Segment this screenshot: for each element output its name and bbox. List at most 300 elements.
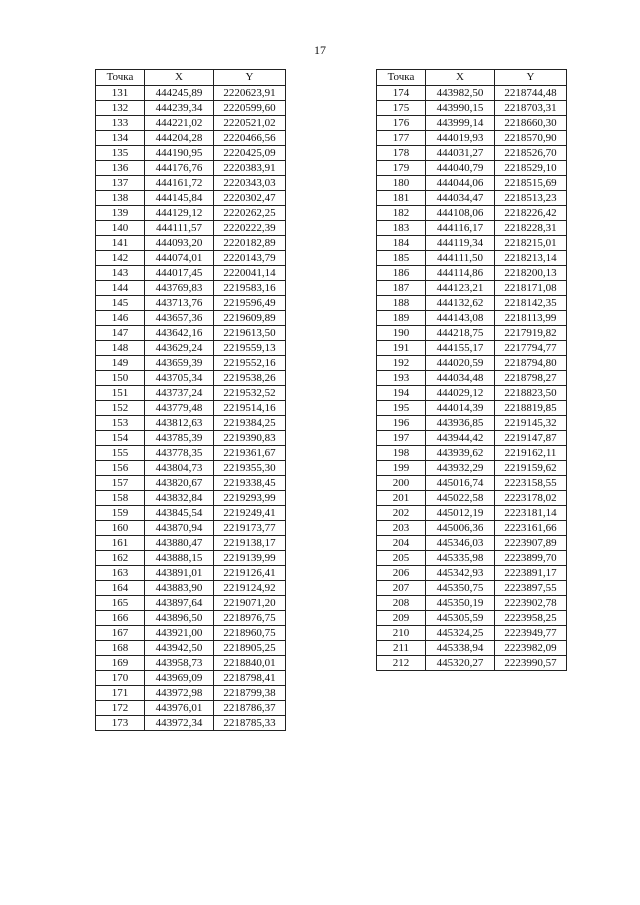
cell-x: 443891,01 xyxy=(145,566,214,581)
cell-point: 154 xyxy=(96,431,145,446)
cell-y: 2219338,45 xyxy=(214,476,286,491)
table-row xyxy=(96,251,286,266)
cell-point: 206 xyxy=(377,566,426,581)
cell-point: 179 xyxy=(377,161,426,176)
cell-x: 444119,34 xyxy=(426,236,495,251)
table-row xyxy=(96,341,286,356)
cell-x: 444111,57 xyxy=(145,221,214,236)
table-row xyxy=(96,326,286,341)
cell-x: 445342,93 xyxy=(426,566,495,581)
cell-x: 443870,94 xyxy=(145,521,214,536)
cell-point: 152 xyxy=(96,401,145,416)
cell-x: 443897,64 xyxy=(145,596,214,611)
cell-point: 180 xyxy=(377,176,426,191)
cell-y: 2218142,35 xyxy=(495,296,567,311)
table-row xyxy=(377,146,567,161)
cell-y: 2223161,66 xyxy=(495,521,567,536)
cell-point: 160 xyxy=(96,521,145,536)
cell-y: 2218228,31 xyxy=(495,221,567,236)
cell-x: 445012,19 xyxy=(426,506,495,521)
cell-point: 149 xyxy=(96,356,145,371)
cell-point: 183 xyxy=(377,221,426,236)
table-row xyxy=(96,626,286,641)
cell-point: 198 xyxy=(377,446,426,461)
cell-x: 443921,00 xyxy=(145,626,214,641)
cell-point: 202 xyxy=(377,506,426,521)
cell-point: 138 xyxy=(96,191,145,206)
cell-point: 151 xyxy=(96,386,145,401)
cell-x: 444111,50 xyxy=(426,251,495,266)
header-x: X xyxy=(145,70,214,86)
cell-x: 445016,74 xyxy=(426,476,495,491)
cell-point: 192 xyxy=(377,356,426,371)
cell-y: 2219124,92 xyxy=(214,581,286,596)
cell-x: 444044,06 xyxy=(426,176,495,191)
cell-y: 2218905,25 xyxy=(214,641,286,656)
table-row xyxy=(96,431,286,446)
cell-y: 2220343,03 xyxy=(214,176,286,191)
table-row xyxy=(377,311,567,326)
table-header-row xyxy=(96,70,286,86)
table-row xyxy=(377,416,567,431)
cell-y: 2219609,89 xyxy=(214,311,286,326)
cell-point: 190 xyxy=(377,326,426,341)
cell-point: 144 xyxy=(96,281,145,296)
cell-y: 2220623,91 xyxy=(214,86,286,101)
coordinates-table-right xyxy=(376,69,567,671)
cell-x: 443896,50 xyxy=(145,611,214,626)
cell-y: 2218226,42 xyxy=(495,206,567,221)
cell-y: 2220521,02 xyxy=(214,116,286,131)
table-row xyxy=(96,716,286,731)
table-row xyxy=(377,581,567,596)
table-row xyxy=(96,176,286,191)
cell-y: 2219173,77 xyxy=(214,521,286,536)
cell-x: 444161,72 xyxy=(145,176,214,191)
cell-y: 2219552,16 xyxy=(214,356,286,371)
table-row xyxy=(96,671,286,686)
cell-point: 176 xyxy=(377,116,426,131)
cell-point: 184 xyxy=(377,236,426,251)
cell-point: 162 xyxy=(96,551,145,566)
cell-x: 443705,34 xyxy=(145,371,214,386)
cell-x: 444145,84 xyxy=(145,191,214,206)
cell-point: 173 xyxy=(96,716,145,731)
cell-y: 2218799,38 xyxy=(214,686,286,701)
cell-point: 196 xyxy=(377,416,426,431)
table-row xyxy=(377,131,567,146)
cell-y: 2218819,85 xyxy=(495,401,567,416)
table-row xyxy=(96,221,286,236)
table-row xyxy=(377,536,567,551)
cell-point: 139 xyxy=(96,206,145,221)
cell-x: 444020,59 xyxy=(426,356,495,371)
cell-x: 444221,02 xyxy=(145,116,214,131)
cell-x: 444031,27 xyxy=(426,146,495,161)
table-row xyxy=(377,431,567,446)
cell-y: 2223949,77 xyxy=(495,626,567,641)
cell-point: 147 xyxy=(96,326,145,341)
cell-x: 443769,83 xyxy=(145,281,214,296)
cell-y: 2219559,13 xyxy=(214,341,286,356)
cell-point: 134 xyxy=(96,131,145,146)
table-row xyxy=(377,86,567,101)
table-row xyxy=(377,596,567,611)
table-row xyxy=(96,581,286,596)
cell-x: 444123,21 xyxy=(426,281,495,296)
cell-x: 443737,24 xyxy=(145,386,214,401)
cell-x: 444017,45 xyxy=(145,266,214,281)
cell-x: 443713,76 xyxy=(145,296,214,311)
cell-point: 174 xyxy=(377,86,426,101)
table-row xyxy=(377,461,567,476)
cell-x: 444190,95 xyxy=(145,146,214,161)
cell-x: 444129,12 xyxy=(145,206,214,221)
cell-x: 443958,73 xyxy=(145,656,214,671)
cell-point: 148 xyxy=(96,341,145,356)
table-row xyxy=(96,491,286,506)
cell-y: 2219583,16 xyxy=(214,281,286,296)
table-row xyxy=(377,356,567,371)
header-y: Y xyxy=(495,70,567,86)
cell-x: 445346,03 xyxy=(426,536,495,551)
cell-point: 177 xyxy=(377,131,426,146)
table-row xyxy=(96,281,286,296)
cell-point: 155 xyxy=(96,446,145,461)
cell-x: 444074,01 xyxy=(145,251,214,266)
cell-point: 210 xyxy=(377,626,426,641)
table-row xyxy=(377,296,567,311)
table-row xyxy=(96,101,286,116)
table-row xyxy=(377,101,567,116)
cell-x: 444176,76 xyxy=(145,161,214,176)
cell-point: 168 xyxy=(96,641,145,656)
cell-point: 156 xyxy=(96,461,145,476)
table-row xyxy=(377,566,567,581)
cell-point: 178 xyxy=(377,146,426,161)
cell-y: 2218798,27 xyxy=(495,371,567,386)
table-row xyxy=(96,401,286,416)
cell-x: 444019,93 xyxy=(426,131,495,146)
cell-x: 443778,35 xyxy=(145,446,214,461)
cell-x: 444093,20 xyxy=(145,236,214,251)
cell-y: 2218786,37 xyxy=(214,701,286,716)
cell-y: 2220425,09 xyxy=(214,146,286,161)
cell-y: 2219249,41 xyxy=(214,506,286,521)
cell-y: 2220222,39 xyxy=(214,221,286,236)
cell-point: 140 xyxy=(96,221,145,236)
cell-y: 2223158,55 xyxy=(495,476,567,491)
cell-x: 443944,42 xyxy=(426,431,495,446)
cell-x: 443659,39 xyxy=(145,356,214,371)
cell-x: 443972,34 xyxy=(145,716,214,731)
cell-y: 2220182,89 xyxy=(214,236,286,251)
cell-x: 444034,48 xyxy=(426,371,495,386)
cell-y: 2218798,41 xyxy=(214,671,286,686)
cell-point: 205 xyxy=(377,551,426,566)
cell-point: 131 xyxy=(96,86,145,101)
cell-y: 2219138,17 xyxy=(214,536,286,551)
cell-point: 171 xyxy=(96,686,145,701)
cell-y: 2219384,25 xyxy=(214,416,286,431)
cell-x: 445305,59 xyxy=(426,611,495,626)
cell-y: 2223982,09 xyxy=(495,641,567,656)
cell-x: 443642,16 xyxy=(145,326,214,341)
cell-x: 444143,08 xyxy=(426,311,495,326)
table-row xyxy=(96,371,286,386)
cell-x: 445324,25 xyxy=(426,626,495,641)
table-row xyxy=(377,176,567,191)
table-row xyxy=(96,701,286,716)
cell-y: 2219139,99 xyxy=(214,551,286,566)
cell-x: 445350,19 xyxy=(426,596,495,611)
cell-x: 443972,98 xyxy=(145,686,214,701)
cell-point: 199 xyxy=(377,461,426,476)
cell-point: 191 xyxy=(377,341,426,356)
cell-y: 2217794,77 xyxy=(495,341,567,356)
table-row xyxy=(377,236,567,251)
table-row xyxy=(377,326,567,341)
cell-x: 444014,39 xyxy=(426,401,495,416)
cell-x: 444132,62 xyxy=(426,296,495,311)
cell-y: 2220466,56 xyxy=(214,131,286,146)
cell-y: 2218660,30 xyxy=(495,116,567,131)
table-row xyxy=(96,461,286,476)
cell-y: 2219596,49 xyxy=(214,296,286,311)
cell-x: 443845,54 xyxy=(145,506,214,521)
cell-x: 443936,85 xyxy=(426,416,495,431)
table-row xyxy=(96,611,286,626)
cell-y: 2223899,70 xyxy=(495,551,567,566)
cell-y: 2223958,25 xyxy=(495,611,567,626)
cell-point: 185 xyxy=(377,251,426,266)
cell-y: 2223891,17 xyxy=(495,566,567,581)
cell-point: 203 xyxy=(377,521,426,536)
table-row xyxy=(377,491,567,506)
cell-x: 444239,34 xyxy=(145,101,214,116)
cell-y: 2219613,50 xyxy=(214,326,286,341)
cell-y: 2218976,75 xyxy=(214,611,286,626)
cell-y: 2223990,57 xyxy=(495,656,567,671)
cell-point: 136 xyxy=(96,161,145,176)
cell-y: 2219293,99 xyxy=(214,491,286,506)
cell-x: 443932,29 xyxy=(426,461,495,476)
cell-y: 2220143,79 xyxy=(214,251,286,266)
cell-y: 2219071,20 xyxy=(214,596,286,611)
cell-x: 445335,98 xyxy=(426,551,495,566)
cell-y: 2219538,26 xyxy=(214,371,286,386)
cell-x: 444204,28 xyxy=(145,131,214,146)
cell-point: 164 xyxy=(96,581,145,596)
table-row xyxy=(96,506,286,521)
cell-point: 161 xyxy=(96,536,145,551)
cell-point: 208 xyxy=(377,596,426,611)
cell-y: 2223907,89 xyxy=(495,536,567,551)
table-row xyxy=(377,521,567,536)
cell-y: 2219126,41 xyxy=(214,566,286,581)
cell-point: 153 xyxy=(96,416,145,431)
cell-point: 135 xyxy=(96,146,145,161)
table-row xyxy=(96,641,286,656)
cell-x: 443629,24 xyxy=(145,341,214,356)
table-row xyxy=(377,251,567,266)
table-row xyxy=(377,386,567,401)
cell-x: 443976,01 xyxy=(145,701,214,716)
cell-x: 445338,94 xyxy=(426,641,495,656)
cell-y: 2220599,60 xyxy=(214,101,286,116)
cell-x: 445006,36 xyxy=(426,521,495,536)
cell-point: 132 xyxy=(96,101,145,116)
cell-point: 195 xyxy=(377,401,426,416)
table-row xyxy=(377,221,567,236)
cell-point: 200 xyxy=(377,476,426,491)
table-row xyxy=(96,131,286,146)
cell-point: 157 xyxy=(96,476,145,491)
cell-point: 193 xyxy=(377,371,426,386)
cell-point: 137 xyxy=(96,176,145,191)
cell-x: 443812,63 xyxy=(145,416,214,431)
cell-y: 2218113,99 xyxy=(495,311,567,326)
cell-point: 165 xyxy=(96,596,145,611)
cell-point: 167 xyxy=(96,626,145,641)
cell-y: 2218823,50 xyxy=(495,386,567,401)
table-row xyxy=(377,611,567,626)
cell-point: 158 xyxy=(96,491,145,506)
header-point: Точка xyxy=(377,70,426,86)
cell-point: 187 xyxy=(377,281,426,296)
cell-x: 445350,75 xyxy=(426,581,495,596)
header-x: X xyxy=(426,70,495,86)
cell-y: 2218513,23 xyxy=(495,191,567,206)
table-row xyxy=(377,626,567,641)
cell-x: 443969,09 xyxy=(145,671,214,686)
cell-y: 2223181,14 xyxy=(495,506,567,521)
table-row xyxy=(96,596,286,611)
cell-y: 2218213,14 xyxy=(495,251,567,266)
cell-y: 2218171,08 xyxy=(495,281,567,296)
table-row xyxy=(377,281,567,296)
cell-y: 2219361,67 xyxy=(214,446,286,461)
cell-point: 212 xyxy=(377,656,426,671)
cell-y: 2220383,91 xyxy=(214,161,286,176)
cell-point: 209 xyxy=(377,611,426,626)
table-row xyxy=(377,401,567,416)
cell-x: 444040,79 xyxy=(426,161,495,176)
cell-x: 443888,15 xyxy=(145,551,214,566)
cell-point: 189 xyxy=(377,311,426,326)
table-row xyxy=(96,146,286,161)
table-row xyxy=(96,356,286,371)
table-row xyxy=(96,551,286,566)
table-row xyxy=(96,416,286,431)
table-row xyxy=(377,641,567,656)
cell-point: 145 xyxy=(96,296,145,311)
table-row xyxy=(377,341,567,356)
cell-x: 443820,67 xyxy=(145,476,214,491)
cell-point: 169 xyxy=(96,656,145,671)
cell-y: 2220041,14 xyxy=(214,266,286,281)
cell-y: 2220262,25 xyxy=(214,206,286,221)
table-row xyxy=(96,266,286,281)
table-row xyxy=(96,191,286,206)
cell-y: 2219532,52 xyxy=(214,386,286,401)
cell-point: 163 xyxy=(96,566,145,581)
table-row xyxy=(377,161,567,176)
table-row xyxy=(96,656,286,671)
cell-point: 197 xyxy=(377,431,426,446)
cell-y: 2217919,82 xyxy=(495,326,567,341)
cell-x: 443832,84 xyxy=(145,491,214,506)
table-row xyxy=(96,206,286,221)
cell-point: 188 xyxy=(377,296,426,311)
cell-x: 444108,06 xyxy=(426,206,495,221)
cell-point: 166 xyxy=(96,611,145,626)
cell-x: 443939,62 xyxy=(426,446,495,461)
cell-point: 175 xyxy=(377,101,426,116)
cell-y: 2219162,11 xyxy=(495,446,567,461)
table-row xyxy=(377,446,567,461)
header-y: Y xyxy=(214,70,286,86)
table-row xyxy=(96,386,286,401)
cell-y: 2218515,69 xyxy=(495,176,567,191)
cell-y: 2218794,80 xyxy=(495,356,567,371)
table-row xyxy=(377,656,567,671)
cell-point: 150 xyxy=(96,371,145,386)
cell-y: 2218744,48 xyxy=(495,86,567,101)
cell-point: 143 xyxy=(96,266,145,281)
cell-y: 2219514,16 xyxy=(214,401,286,416)
cell-x: 443990,15 xyxy=(426,101,495,116)
cell-x: 443880,47 xyxy=(145,536,214,551)
page-number: 17 xyxy=(314,43,326,57)
table-row xyxy=(96,686,286,701)
table-row xyxy=(96,566,286,581)
cell-point: 133 xyxy=(96,116,145,131)
cell-y: 2219390,83 xyxy=(214,431,286,446)
table-row xyxy=(377,506,567,521)
table-row xyxy=(377,476,567,491)
cell-point: 146 xyxy=(96,311,145,326)
cell-point: 211 xyxy=(377,641,426,656)
cell-x: 443883,90 xyxy=(145,581,214,596)
cell-y: 2220302,47 xyxy=(214,191,286,206)
table-row xyxy=(377,266,567,281)
table-row xyxy=(96,536,286,551)
cell-x: 444034,47 xyxy=(426,191,495,206)
cell-y: 2219145,32 xyxy=(495,416,567,431)
header-point: Точка xyxy=(96,70,145,86)
cell-y: 2218200,13 xyxy=(495,266,567,281)
cell-x: 443657,36 xyxy=(145,311,214,326)
cell-x: 444245,89 xyxy=(145,86,214,101)
cell-x: 444155,17 xyxy=(426,341,495,356)
cell-point: 170 xyxy=(96,671,145,686)
table-row xyxy=(377,191,567,206)
cell-x: 444029,12 xyxy=(426,386,495,401)
cell-point: 181 xyxy=(377,191,426,206)
cell-y: 2218960,75 xyxy=(214,626,286,641)
table-row xyxy=(377,371,567,386)
table-row xyxy=(96,116,286,131)
table-row xyxy=(96,311,286,326)
table-row xyxy=(96,86,286,101)
cell-y: 2223178,02 xyxy=(495,491,567,506)
cell-x: 443785,39 xyxy=(145,431,214,446)
cell-y: 2218840,01 xyxy=(214,656,286,671)
table-row xyxy=(96,161,286,176)
cell-point: 159 xyxy=(96,506,145,521)
cell-point: 201 xyxy=(377,491,426,506)
